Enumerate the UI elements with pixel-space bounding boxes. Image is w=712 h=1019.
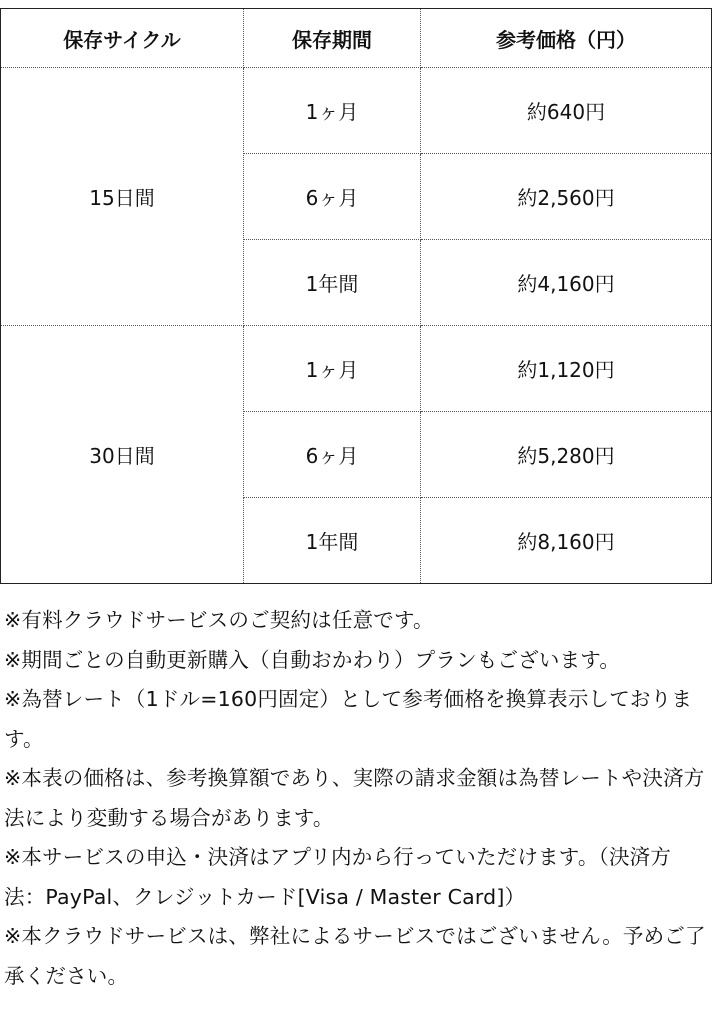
price-table	[0, 8, 712, 584]
price-cell: 約640円	[421, 68, 712, 154]
table-row	[1, 68, 712, 154]
price-cell: 約2,560円	[421, 154, 712, 240]
note-payment-method: ※本サービスの申込・決済はアプリ内から行っていただけます。（決済方法：PayPal、クレジットカード[Visa / Master Card]）	[4, 845, 672, 909]
period-cell: 1年間	[244, 240, 421, 326]
period-cell: 6ヶ月	[244, 154, 421, 240]
price-cell: 約4,160円	[421, 240, 712, 326]
note-auto-renewal: ※期間ごとの自動更新購入（自動おかわり）プランもございます。	[4, 647, 621, 672]
period-cell: 1年間	[244, 498, 421, 584]
note-third-party: ※本クラウドサービスは、弊社によるサービスではございません。予めご了承ください。	[4, 924, 706, 988]
header-price: 参考価格（円）	[421, 9, 712, 68]
note-exchange-rate: ※為替レート（1ドル=160円固定）として参考価格を換算表示しております。	[4, 687, 693, 751]
price-cell: 約8,160円	[517, 530, 615, 554]
price-cell: 約5,280円	[421, 412, 712, 498]
period-cell: 1ヶ月	[244, 326, 421, 412]
note-optional-contract: ※有料クラウドサービスのご契約は任意です。	[4, 608, 434, 632]
table-header-row	[1, 9, 712, 68]
cycle-cell: 30日間	[1, 326, 244, 584]
header-period: 保存期間	[244, 9, 421, 68]
notes-section	[4, 601, 708, 996]
table-header	[1, 9, 712, 68]
header-cycle: 保存サイクル	[1, 9, 244, 68]
table-body	[1, 68, 712, 584]
period-cell: 6ヶ月	[244, 412, 421, 498]
period-cell: 1ヶ月	[244, 68, 421, 154]
table-row	[1, 326, 712, 412]
cycle-cell: 15日間	[1, 68, 244, 326]
price-cell: 約1,120円	[421, 326, 712, 412]
note-price-variation: ※本表の価格は、参考換算額であり、実際の請求金額は為替レートや決済方法により変動する場合があります。	[4, 766, 705, 830]
